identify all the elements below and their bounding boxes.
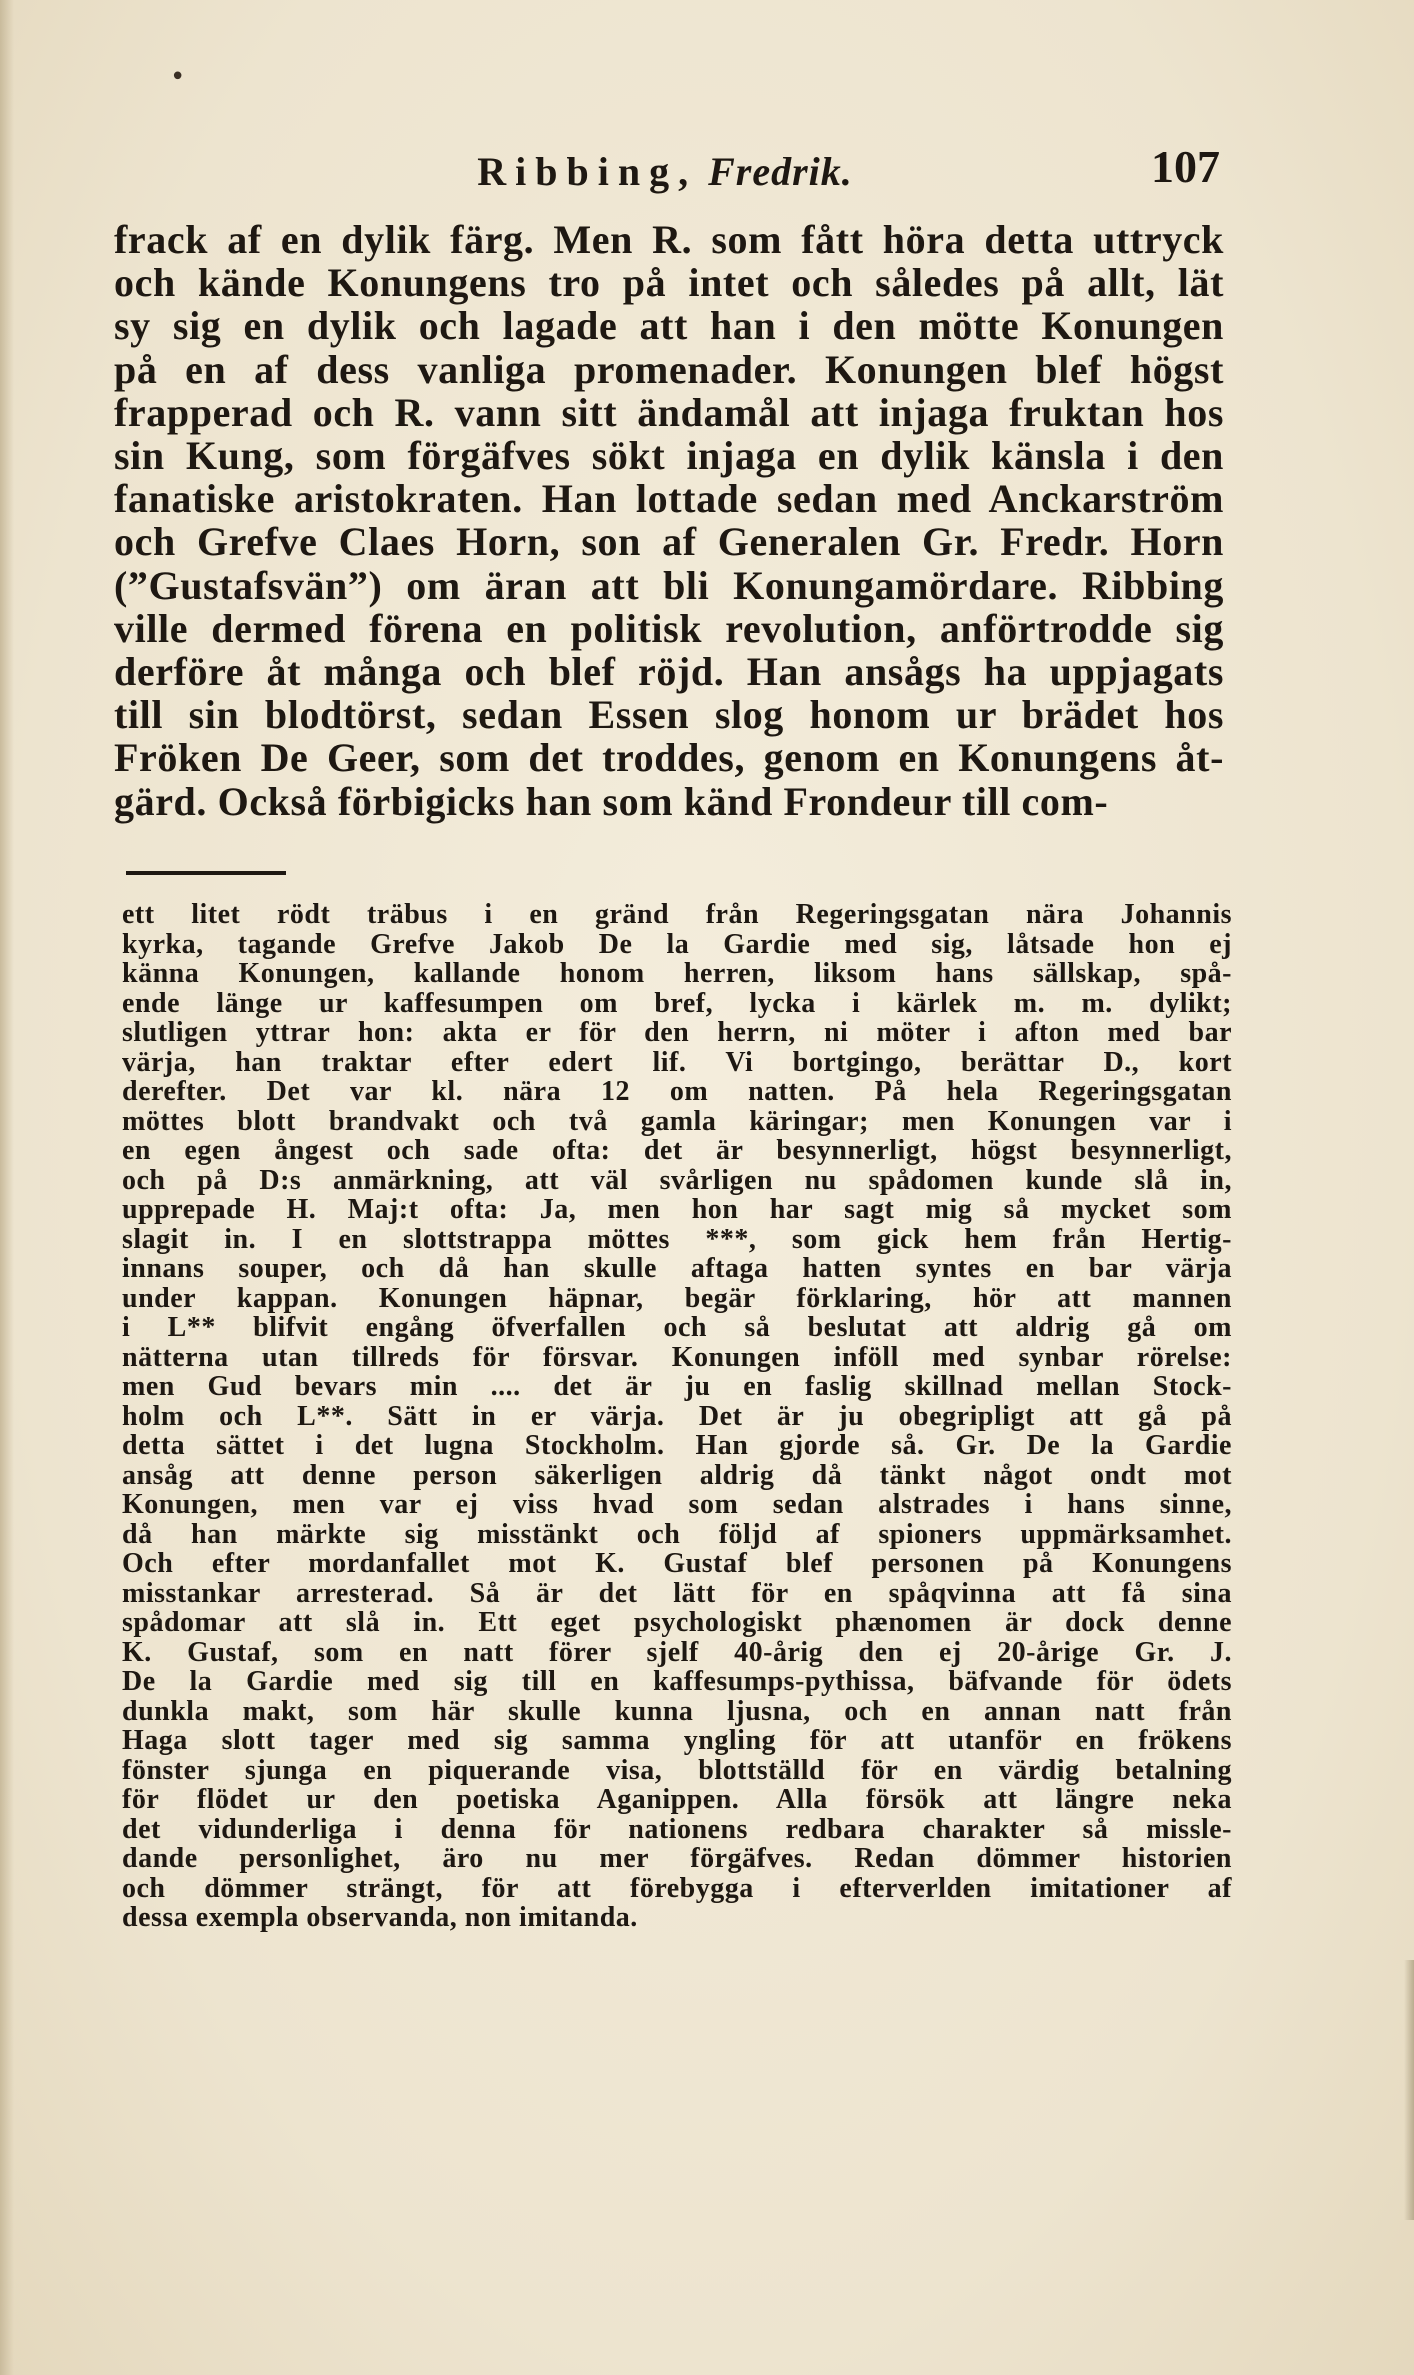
text-line: och Grefve Claes Horn, son af Generalen Gr. Fredr. Horn [114, 519, 1224, 565]
text-line: på en af dess vanliga promenader. Konungen blef högst [114, 346, 1224, 392]
footnote-line: upprepade H. Maj:t ofta: Ja, men hon har sagt mig så mycket som [122, 1194, 1232, 1225]
footnote-line: och på D:s anmärkning, att väl svårligen nu spådomen kunde slå in, [122, 1164, 1232, 1196]
footnote-line: misstankar arresterad. Så är det lätt för en spåqvinna att få sina [122, 1577, 1232, 1609]
footnote-line: dande personlighet, äro nu mer förgäfves. Redan dömmer historien [122, 1843, 1232, 1874]
footnote-line: ansåg att denne person säkerligen aldrig då tänkt något ondt mot [122, 1459, 1232, 1491]
text-line: Fröken De Geer, som det troddes, genom en Konungens åt- [114, 735, 1224, 781]
text-line: till sin blodtörst, sedan Essen slog honom ur brädet hos [114, 692, 1224, 738]
footnote-text [122, 900, 1232, 1933]
footnote-line: då han märkte sig misstänkt och följd af spioners uppmärksamhet. [122, 1518, 1232, 1550]
running-head-given-name: Fredrik. [708, 149, 853, 194]
text-line: och kände Konungens tro på intet och således på allt, lät [114, 260, 1224, 306]
footnote-line: slagit in. I en slottstrappa möttes ***, som gick hem från Hertig- [122, 1223, 1232, 1255]
footnote-line: Konungen, men var ej viss hvad som sedan alstrades i hans sinne, [122, 1489, 1232, 1520]
footnote-line: detta sättet i det lugna Stockholm. Han gjorde så. Gr. De la Gardie [122, 1430, 1232, 1461]
footnote-line: Och efter mordanfallet mot K. Gustaf blef personen på Konungens [122, 1548, 1232, 1579]
footnote-line: möttes blott brandvakt och två gamla käringar; men Konungen var i [122, 1105, 1232, 1137]
footnote-divider [126, 871, 286, 875]
footnote-line: derefter. Det var kl. nära 12 om natten. På hela Regeringsgatan [122, 1076, 1232, 1107]
text-line: frapperad och R. vann sitt ändamål att injaga fruktan hos [114, 389, 1224, 435]
footnote-line: slutligen yttrar hon: akta er för den herrn, ni möter i afton med bar [122, 1017, 1232, 1048]
text-line: sy sig en dylik och lagade att han i den mötte Konungen [114, 303, 1224, 349]
footnote-line: i L** blifvit engång öfverfallen och så beslutat att aldrig gå om [122, 1312, 1232, 1343]
footnote-line: dessa exempla observanda, non imitanda. [122, 1902, 638, 1933]
text-line: (”Gustafsvän”) om äran att bli Konungamördare. Ribbing [114, 562, 1224, 608]
main-text [114, 218, 1224, 823]
footnote-line: dunkla makt, som här skulle kunna ljusna, och en annan natt från [122, 1695, 1232, 1727]
footnote-line: och dömmer strängt, för att förebygga i efterverlden imitationer af [122, 1872, 1232, 1904]
footnote-line: en egen ångest och sade ofta: det är besynnerligt, högst besynnerligt, [122, 1135, 1232, 1166]
footnote-line: känna Konungen, kallande honom herren, liksom hans sällskap, spå- [122, 958, 1232, 989]
footnote-line: kyrka, tagande Grefve Jakob De la Gardie med sig, låtsade hon ej [122, 928, 1232, 960]
running-head [110, 148, 1220, 195]
text-line: frack af en dylik färg. Men R. som fått höra detta uttryck [114, 217, 1224, 262]
text-line: gärd. Också förbigicks han som känd Frondeur till com- [114, 778, 1109, 824]
footnote-line: ett litet rödt träbus i en gränd från Regeringsgatan nära Johannis [122, 899, 1232, 930]
footnote-line: nätterna utan tillreds för försvar. Konungen inföll med synbar rörelse: [122, 1341, 1232, 1373]
text-line: derföre åt många och blef röjd. Han ansågs ha uppjagats [114, 649, 1224, 695]
text-line: fanatiske aristokraten. Han lottade sedan med Anckarström [114, 476, 1224, 522]
page-header [110, 140, 1220, 200]
footnote-line: ende länge ur kaffesumpen om bref, lycka i kärlek m. m. dylikt; [122, 987, 1232, 1019]
page-number: 107 [1151, 141, 1220, 192]
footnote-line: K. Gustaf, som en natt förer sjelf 40-årig den ej 20-årige Gr. J. [122, 1636, 1232, 1668]
footnote-line: det vidunderliga i denna för nationens redbara charakter så missle- [122, 1813, 1232, 1845]
page-binding-shadow [0, 0, 14, 2375]
footnote-line: spådomar att slå in. Ett eget psychologiskt phænomen är dock denne [122, 1607, 1232, 1638]
footnote-line: holm och L**. Sätt in er värja. Det är ju obegripligt att gå på [122, 1400, 1232, 1432]
footnote-line: för flödet ur den poetiska Aganippen. Alla försök att längre neka [122, 1784, 1232, 1815]
footnote-line: innans souper, och då han skulle aftaga hatten syntes en bar värja [122, 1253, 1232, 1284]
footnote-line: fönster sjunga en piquerande visa, blottställd för en värdig betalning [122, 1754, 1232, 1786]
footnote-line: De la Gardie med sig till en kaffesumps-pythissa, bäfvande för ödets [122, 1666, 1232, 1697]
text-line: ville dermed förena en politisk revolution, anförtrodde sig [114, 605, 1224, 651]
footnote-line: Haga slott tager med sig samma yngling för att utanför en frökens [122, 1725, 1232, 1756]
ink-speck: • [170, 62, 186, 92]
page-edge-shadow [1404, 1960, 1414, 2220]
footnote-line: men Gud bevars min .... det är ju en faslig skillnad mellan Stock- [122, 1371, 1232, 1402]
footnote-line: under kappan. Konungen häpnar, begär förklaring, hör att mannen [122, 1282, 1232, 1314]
footnote-line: värja, han traktar efter edert lif. Vi bortgingo, berättar D., kort [122, 1046, 1232, 1078]
running-head-name: Ribbing, [477, 149, 698, 194]
text-line: sin Kung, som förgäfves sökt injaga en dylik känsla i den [114, 433, 1224, 479]
